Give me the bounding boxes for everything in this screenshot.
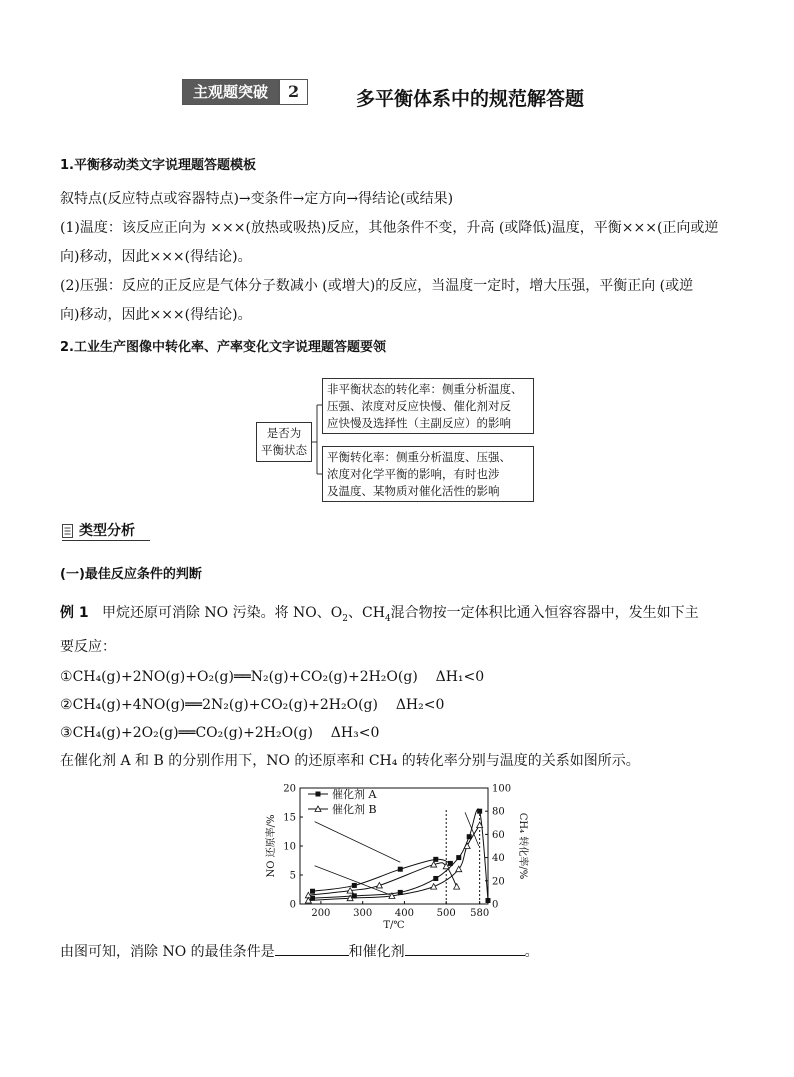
series-line-catalyst-a — [313, 809, 488, 901]
data-point-catalyst-a — [398, 867, 403, 872]
y-right-tick-label: 60 — [492, 829, 505, 841]
data-point-catalyst-a — [310, 889, 315, 894]
conversion-chart — [262, 780, 552, 936]
y-right-tick-label: 80 — [492, 806, 505, 818]
x-axis-label: T/℃ — [383, 920, 405, 931]
reaction-number: ③ — [60, 725, 73, 741]
diagram-box2-line: 平衡转化率：侧重分析温度、压强、 — [327, 450, 511, 464]
y-right-tick-label: 40 — [492, 853, 505, 865]
pressure-line-1: (2)压强：反应的正反应是气体分子数减小 (或增大)的反应，当温度一定时，增大压强，平衡正向 (或逆 — [60, 278, 694, 294]
x-tick-label: 500 — [436, 908, 456, 919]
reaction-equation: CH₄(g)+2NO(g)+O₂(g)══N₂(g)+CO₂(g)+2H₂O(g) — [72, 669, 418, 685]
data-point-catalyst-a — [433, 857, 438, 862]
reaction-enthalpy: ΔH₂<0 — [395, 697, 445, 713]
y-right-tick-label: 20 — [492, 876, 505, 888]
x-tick-label: 200 — [311, 908, 331, 919]
example-label: 例 1 — [60, 605, 89, 621]
reaction-1 — [60, 667, 484, 687]
plot-frame — [300, 788, 488, 904]
example-line-1: 例 1 甲烷还原可消除 NO 污染。将 NO、$O_2$、$CH_4$混合物按一定体积比通入恒容容器中，发生如下主 — [60, 605, 699, 624]
y-left-tick-label: 5 — [289, 870, 296, 882]
pressure-line-2: 向)移动，因此×××(得结论)。 — [60, 307, 252, 323]
reaction-equation: CH₄(g)+4NO(g)══2N₂(g)+CO₂(g)+2H₂O(g) — [72, 697, 378, 713]
example-line-3: 在催化剂 A 和 B 的分别作用下，NO 的还原率和 CH₄ 的转化率分别与温度的关系如图所示。 — [60, 753, 640, 769]
data-point-catalyst-b — [456, 866, 462, 872]
y-left-axis-label: NO 还原率/% — [266, 814, 277, 878]
document-icon — [62, 524, 74, 538]
analysis-title: 类型分析 — [79, 523, 135, 539]
answer-blank-condition[interactable] — [275, 941, 349, 956]
reaction-number: ① — [60, 669, 73, 685]
example-text-1c: 混合物按一定体积比通入恒容容器中，发生如下主 — [390, 605, 699, 621]
data-point-catalyst-a — [433, 876, 438, 881]
section2-heading: 2.工业生产图像中转化率、产率变化文字说理题答题要领 — [60, 340, 386, 355]
steps-line: 叙特点(反应特点或容器特点)→变条件→定方向→得结论(或结果) — [60, 191, 454, 207]
x-tick-label: 580 — [470, 908, 490, 919]
badge-number: 2 — [278, 80, 307, 104]
reaction-enthalpy: ΔH₃<0 — [330, 725, 380, 741]
temperature-line-2: 向)移动，因此×××(得结论)。 — [60, 249, 252, 265]
reaction-equation: CH₄(g)+2O₂(g)══CO₂(g)+2H₂O(g) — [72, 725, 313, 741]
diagram-box2-line: 浓度对化学平衡的影响，有时也涉 — [327, 467, 500, 481]
reaction-3 — [60, 723, 379, 743]
question-text-a: 由图可知，消除 NO 的最佳条件是 — [60, 944, 275, 960]
temperature-line-1: (1)温度：该反应正向为 ×××(放热或吸热)反应，其他条件不变，升高 (或降低)温度，平衡×××(正向或逆 — [60, 220, 719, 236]
data-point-catalyst-b — [454, 884, 460, 890]
question-text-b: 和催化剂 — [348, 944, 405, 960]
data-point-catalyst-b — [431, 884, 437, 890]
legend-marker-catalyst-a — [316, 792, 321, 797]
diagram-root-line: 平衡状态 — [261, 443, 307, 457]
data-point-catalyst-a — [477, 809, 482, 814]
data-point-catalyst-a — [352, 883, 357, 888]
data-point-catalyst-a — [456, 855, 461, 860]
diagram-root-line: 是否为 — [266, 426, 302, 440]
reaction-enthalpy: ΔH₁<0 — [435, 669, 485, 685]
y-left-tick-label: 0 — [289, 899, 296, 911]
answer-blank-catalyst[interactable] — [405, 941, 525, 956]
diagram-box1-line: 压强、浓度对反应快慢、催化剂对反 — [327, 399, 511, 413]
example-line-2: 要反应： — [60, 639, 116, 655]
y-left-tick-label: 20 — [283, 783, 296, 795]
page-title: 多平衡体系中的规范解答题 — [356, 88, 585, 110]
badge-label: 主观题突破 — [183, 80, 278, 104]
legend-label: 催化剂 B — [332, 803, 377, 816]
section-badge — [182, 79, 308, 105]
diagram-box2-line: 及温度、某物质对催化活性的影响 — [327, 484, 500, 498]
y-right-tick-label: 100 — [492, 783, 512, 795]
diagram-box1-line: 非平衡状态的转化率：侧重分析温度、 — [327, 382, 523, 396]
example-text-1: 甲烷还原可消除 NO 污染。将 NO、O — [101, 605, 343, 621]
y-left-tick-label: 10 — [283, 841, 296, 853]
diagram-box-non-equilibrium — [322, 378, 534, 434]
data-point-catalyst-a — [486, 898, 491, 903]
x-tick-label: 400 — [394, 908, 414, 919]
question-text-c: 。 — [524, 944, 539, 960]
diagram-box-equilibrium — [322, 446, 534, 502]
y-left-tick-label: 15 — [283, 812, 296, 824]
diagram-root-box — [256, 422, 312, 462]
annotation-arrow — [315, 822, 401, 863]
question-line — [60, 941, 539, 962]
section1-heading: 1.平衡移动类文字说理题答题模板 — [60, 158, 256, 173]
analysis-subheading: (一)最佳反应条件的判断 — [60, 567, 202, 582]
reaction-number: ② — [60, 697, 73, 713]
analysis-divider — [62, 540, 150, 541]
y-right-axis-label: CH₄ 转化率/% — [517, 812, 528, 880]
reaction-2 — [60, 695, 444, 715]
diagram-box1-line: 应快慢及选择性（主副反应）的影响 — [327, 416, 511, 430]
y-right-tick-label: 0 — [492, 899, 499, 911]
x-tick-label: 300 — [353, 908, 373, 919]
legend-label: 催化剂 A — [332, 788, 377, 801]
example-text-1b: 、CH — [348, 605, 385, 621]
